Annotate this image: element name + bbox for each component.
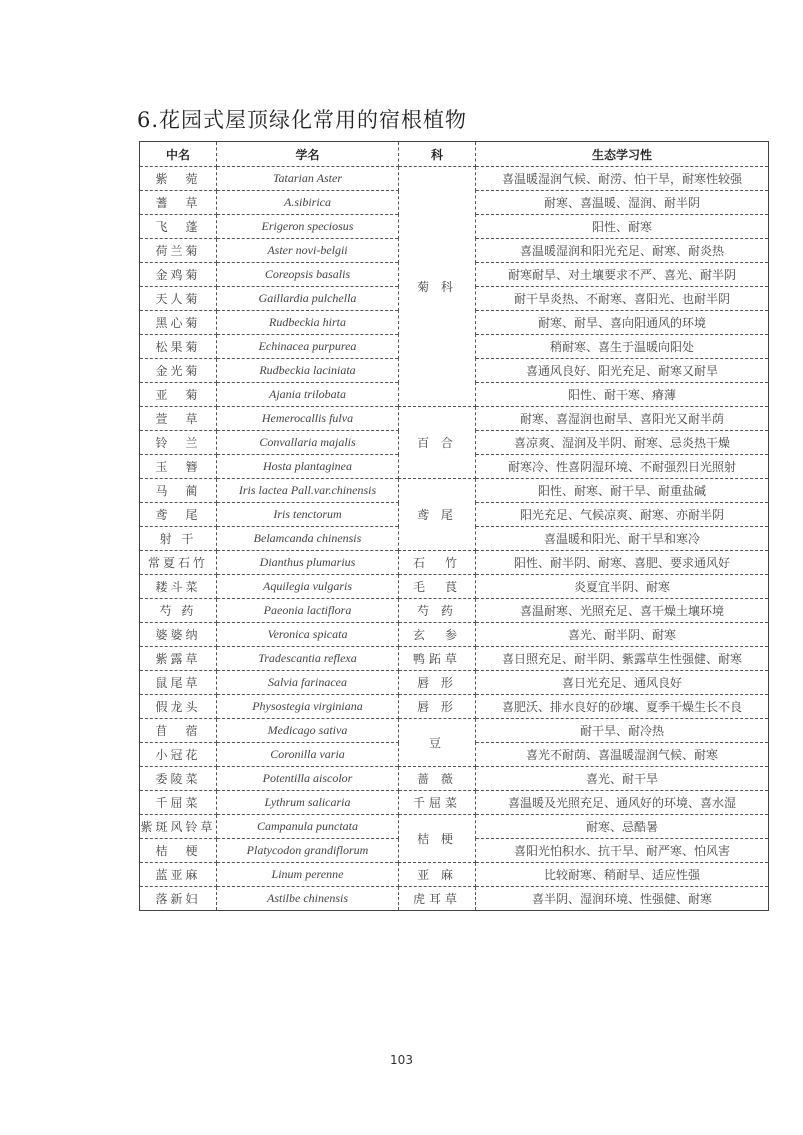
family-cell: 玄 参 [399, 623, 476, 647]
ecological-habit-cell: 阳光充足、气候凉爽、耐寒、亦耐半阴 [476, 503, 769, 527]
scientific-name-cell: Dianthus plumarius [217, 551, 399, 575]
family-cell: 唇 形 [399, 671, 476, 695]
chinese-name-cell: 桔 梗 [140, 839, 217, 863]
family-cell: 桔 梗 [399, 815, 476, 863]
ecological-habit-cell: 喜凉爽、湿润及半阴、耐寒、忌炎热干燥 [476, 431, 769, 455]
chinese-name-cell: 落新妇 [140, 887, 217, 911]
chinese-name-cell: 紫露草 [140, 647, 217, 671]
family-cell: 菊 科 [399, 167, 476, 407]
ecological-habit-cell: 耐寒冷、性喜阴湿环境、不耐强烈日光照射 [476, 455, 769, 479]
table-row [140, 767, 769, 791]
ecological-habit-cell: 耐干旱炎热、不耐寒、喜阳光、也耐半阴 [476, 287, 769, 311]
table-row [140, 695, 769, 719]
scientific-name-cell: Aster novi-belgii [217, 239, 399, 263]
chinese-name-cell: 射 干 [140, 527, 217, 551]
scientific-name-cell: Salvia farinacea [217, 671, 399, 695]
ecological-habit-cell: 喜温暖湿润气候、耐涝、怕干旱，耐寒性较强 [476, 167, 769, 191]
table-row [140, 599, 769, 623]
family-cell: 唇 形 [399, 695, 476, 719]
ecological-habit-cell: 喜日照充足、耐半阴、紫露草生性强健、耐寒 [476, 647, 769, 671]
scientific-name-cell: Rudbeckia hirta [217, 311, 399, 335]
scientific-name-cell: Coreopsis basalis [217, 263, 399, 287]
table-row [140, 551, 769, 575]
chinese-name-cell: 飞 蓬 [140, 215, 217, 239]
table-row [140, 863, 769, 887]
chinese-name-cell: 黑心菊 [140, 311, 217, 335]
ecological-habit-cell: 阳性、耐寒 [476, 215, 769, 239]
scientific-name-cell: Belamcanda chinensis [217, 527, 399, 551]
chinese-name-cell: 萱 草 [140, 407, 217, 431]
ecological-habit-cell: 耐寒耐旱、对土壤要求不严、喜光、耐半阴 [476, 263, 769, 287]
header-family: 科 [399, 142, 476, 167]
family-cell: 芍 药 [399, 599, 476, 623]
chinese-name-cell: 小冠花 [140, 743, 217, 767]
table-row [140, 647, 769, 671]
ecological-habit-cell: 炎夏宜半阴、耐寒 [476, 575, 769, 599]
scientific-name-cell: Tradescantia reflexa [217, 647, 399, 671]
scientific-name-cell: Astilbe chinensis [217, 887, 399, 911]
ecological-habit-cell: 喜肥沃、排水良好的砂壤、夏季干燥生长不良 [476, 695, 769, 719]
scientific-name-cell: Lythrum salicaria [217, 791, 399, 815]
table-row [140, 887, 769, 911]
chinese-name-cell: 亚 菊 [140, 383, 217, 407]
family-cell: 鸢 尾 [399, 479, 476, 551]
scientific-name-cell: Erigeron speciosus [217, 215, 399, 239]
ecological-habit-cell: 喜半阴、湿润环境、性强健、耐寒 [476, 887, 769, 911]
ecological-habit-cell: 喜温暖和阳光、耐干旱和寒冷 [476, 527, 769, 551]
chinese-name-cell: 耧斗菜 [140, 575, 217, 599]
chinese-name-cell: 天人菊 [140, 287, 217, 311]
family-cell: 鸭跖草 [399, 647, 476, 671]
scientific-name-cell: Linum perenne [217, 863, 399, 887]
scientific-name-cell: Echinacea purpurea [217, 335, 399, 359]
chinese-name-cell: 委陵菜 [140, 767, 217, 791]
ecological-habit-cell: 阳性、耐半阴、耐寒、喜肥、要求通风好 [476, 551, 769, 575]
ecological-habit-cell: 耐寒、喜温暖、湿润、耐半阴 [476, 191, 769, 215]
ecological-habit-cell: 喜通风良好、阳光充足、耐寒又耐旱 [476, 359, 769, 383]
table-row [140, 479, 769, 503]
table-body [140, 167, 769, 911]
scientific-name-cell: Veronica spicata [217, 623, 399, 647]
scientific-name-cell: Hemerocallis fulva [217, 407, 399, 431]
table-row [140, 791, 769, 815]
scientific-name-cell: Ajania trilobata [217, 383, 399, 407]
scientific-name-cell: A.sibirica [217, 191, 399, 215]
chinese-name-cell: 鼠尾草 [140, 671, 217, 695]
ecological-habit-cell: 喜光、耐干旱 [476, 767, 769, 791]
scientific-name-cell: Coronilla varia [217, 743, 399, 767]
table-row [140, 719, 769, 743]
page-title: 6.花园式屋顶绿化常用的宿根植物 [137, 108, 468, 132]
ecological-habit-cell: 喜温耐寒、光照充足、喜干燥土壤环境 [476, 599, 769, 623]
ecological-habit-cell: 喜日光充足、通风良好 [476, 671, 769, 695]
scientific-name-cell: Rudbeckia laciniata [217, 359, 399, 383]
chinese-name-cell: 假龙头 [140, 695, 217, 719]
chinese-name-cell: 鸢 尾 [140, 503, 217, 527]
ecological-habit-cell: 耐寒、喜湿润也耐旱、喜阳光又耐半荫 [476, 407, 769, 431]
header-ecological-habit: 生态学习性 [476, 142, 769, 167]
page-number: 103 [390, 1053, 413, 1067]
table-row [140, 407, 769, 431]
family-cell: 毛 茛 [399, 575, 476, 599]
table-row [140, 167, 769, 191]
scientific-name-cell: Iris tenctorum [217, 503, 399, 527]
family-cell: 千屈菜 [399, 791, 476, 815]
chinese-name-cell: 芍 药 [140, 599, 217, 623]
chinese-name-cell: 常夏石竹 [140, 551, 217, 575]
ecological-habit-cell: 耐寒、耐旱、喜向阳通风的环境 [476, 311, 769, 335]
ecological-habit-cell: 比较耐寒、稍耐旱、适应性强 [476, 863, 769, 887]
scientific-name-cell: Paeonia lactiflora [217, 599, 399, 623]
scientific-name-cell: Tatarian Aster [217, 167, 399, 191]
table-row [140, 815, 769, 839]
table-header-row [140, 142, 769, 167]
family-cell: 虎耳草 [399, 887, 476, 911]
chinese-name-cell: 松果菊 [140, 335, 217, 359]
family-cell: 石 竹 [399, 551, 476, 575]
chinese-name-cell: 苜 蓿 [140, 719, 217, 743]
perennial-plants-table [139, 141, 769, 911]
table-row [140, 575, 769, 599]
chinese-name-cell: 紫斑风铃草 [140, 815, 217, 839]
scientific-name-cell: Platycodon grandiflorum [217, 839, 399, 863]
scientific-name-cell: Hosta plantaginea [217, 455, 399, 479]
header-scientific-name: 学名 [217, 142, 399, 167]
ecological-habit-cell: 喜温暖湿润和阳光充足、耐寒、耐炎热 [476, 239, 769, 263]
chinese-name-cell: 蓝亚麻 [140, 863, 217, 887]
chinese-name-cell: 荷兰菊 [140, 239, 217, 263]
ecological-habit-cell: 阳性、耐干寒、瘠薄 [476, 383, 769, 407]
table-row [140, 623, 769, 647]
chinese-name-cell: 紫 菀 [140, 167, 217, 191]
family-cell: 蔷 薇 [399, 767, 476, 791]
chinese-name-cell: 婆婆纳 [140, 623, 217, 647]
chinese-name-cell: 马 蔺 [140, 479, 217, 503]
table-row [140, 671, 769, 695]
ecological-habit-cell: 稍耐寒、喜生于温暖向阳处 [476, 335, 769, 359]
scientific-name-cell: Iris lactea Pall.var.chinensis [217, 479, 399, 503]
chinese-name-cell: 金鸡菊 [140, 263, 217, 287]
ecological-habit-cell: 喜光不耐荫、喜温暖湿润气候、耐寒 [476, 743, 769, 767]
family-cell: 亚 麻 [399, 863, 476, 887]
header-chinese-name: 中名 [140, 142, 217, 167]
ecological-habit-cell: 喜阳光怕积水、抗干旱、耐严寒、怕风害 [476, 839, 769, 863]
family-cell: 豆 [399, 719, 476, 767]
scientific-name-cell: Convallaria majalis [217, 431, 399, 455]
scientific-name-cell: Campanula punctata [217, 815, 399, 839]
chinese-name-cell: 铃 兰 [140, 431, 217, 455]
scientific-name-cell: Aquilegia vulgaris [217, 575, 399, 599]
scientific-name-cell: Medicago sativa [217, 719, 399, 743]
chinese-name-cell: 玉 簪 [140, 455, 217, 479]
scientific-name-cell: Potentilla aiscolor [217, 767, 399, 791]
ecological-habit-cell: 耐寒、忌酷暑 [476, 815, 769, 839]
ecological-habit-cell: 喜光、耐半阴、耐寒 [476, 623, 769, 647]
scientific-name-cell: Physostegia virginiana [217, 695, 399, 719]
ecological-habit-cell: 喜温暖及光照充足、通风好的环境、喜水湿 [476, 791, 769, 815]
chinese-name-cell: 金光菊 [140, 359, 217, 383]
ecological-habit-cell: 耐干旱、耐冷热 [476, 719, 769, 743]
family-cell: 百 合 [399, 407, 476, 479]
chinese-name-cell: 千屈菜 [140, 791, 217, 815]
ecological-habit-cell: 阳性、耐寒、耐干旱、耐重盐碱 [476, 479, 769, 503]
chinese-name-cell: 蓍 草 [140, 191, 217, 215]
scientific-name-cell: Gaillardia pulchella [217, 287, 399, 311]
